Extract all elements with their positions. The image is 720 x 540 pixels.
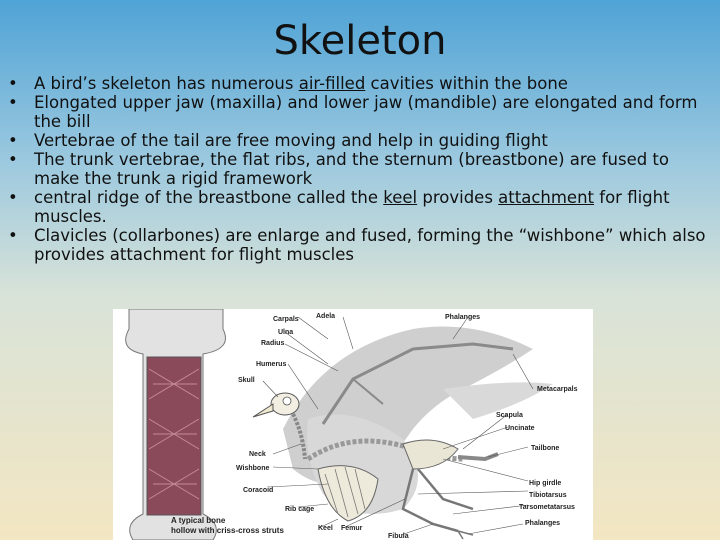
label-wishbone: Wishbone	[236, 465, 270, 472]
skull-drawing	[253, 393, 299, 417]
label-fibula: Fibula	[388, 533, 409, 540]
bullet-text: Elongated upper jaw (maxilla) and lower jaw (mandible) are elongated and form the bill	[34, 93, 698, 131]
bullet-glyph: •	[8, 74, 18, 93]
bullet-text: central ridge of the breastbone called the	[34, 188, 384, 207]
tailbone	[458, 454, 498, 459]
slide-title: Skeleton	[273, 18, 447, 64]
label-metacarpals: Metacarpals	[537, 386, 578, 393]
bullet-text: for flight muscles.	[34, 188, 670, 226]
bullet-list	[8, 74, 708, 264]
label-tailbone: Tailbone	[531, 445, 560, 452]
label-ulna: Ulna	[278, 329, 294, 336]
label-tibiotarsus: Tibiotarsus	[529, 492, 567, 499]
bullet-glyph: •	[8, 93, 18, 112]
bullet-underlined-term: air-filled	[298, 74, 366, 93]
bullet-item	[8, 74, 708, 93]
bird-skeleton-figure	[113, 309, 593, 540]
bird-skeleton-illustration	[113, 309, 593, 540]
hollow-bone-drawing	[126, 309, 226, 540]
label-rib-cage: Rib cage	[285, 506, 315, 513]
bullet-item	[8, 93, 708, 131]
bullet-underlined-term: keel	[383, 188, 418, 207]
label-uncinate: Uncinate	[505, 425, 535, 432]
label-skull: Skull	[238, 377, 255, 384]
label-carpals: Carpals	[273, 316, 299, 323]
bullet-text: A bird’s skeleton has numerous	[34, 74, 299, 93]
bullet-text: cavities within the bone	[365, 74, 568, 93]
bullet-item	[8, 131, 708, 150]
label-keel: Keel	[318, 525, 333, 532]
label-adela: Adela	[316, 313, 336, 320]
bullet-item	[8, 150, 708, 188]
bone-caption-line1: A typical bone	[171, 516, 226, 525]
bullet-item	[8, 226, 708, 264]
label-coracoid: Coracoid	[243, 487, 274, 494]
label-phalanges-bottom: Phalanges	[525, 520, 561, 527]
bullet-glyph: •	[8, 131, 18, 150]
bullet-item	[8, 188, 708, 226]
bullet-text: Vertebrae of the tail are free moving and help in guiding flight	[34, 131, 548, 150]
label-femur: Femur	[341, 525, 363, 532]
bullet-text: Clavicles (collarbones) are enlarge and fused, forming the “wishbone” which also provides attachment for flight muscles	[34, 226, 706, 264]
label-humerus: Humerus	[256, 361, 287, 368]
label-phalanges-top: Phalanges	[445, 314, 481, 321]
hip-girdle	[403, 440, 458, 469]
bullet-text: provides	[417, 188, 499, 207]
label-neck: Neck	[249, 451, 266, 458]
label-scapula: Scapula	[496, 412, 523, 419]
label-tarsometatarsus: Tarsometatarsus	[519, 504, 575, 511]
label-radius: Radius	[261, 340, 285, 347]
bullet-glyph: •	[8, 188, 18, 207]
bullet-text: The trunk vertebrae, the flat ribs, and the sternum (breastbone) are fused to make the trunk a rigid framework	[34, 150, 670, 188]
bone-caption-line2: hollow with criss-cross struts	[171, 526, 284, 535]
label-hip-girdle: Hip girdle	[529, 480, 562, 487]
bullet-glyph: •	[8, 150, 18, 169]
bullet-glyph: •	[8, 226, 18, 245]
bullet-underlined-term: attachment	[498, 188, 595, 207]
